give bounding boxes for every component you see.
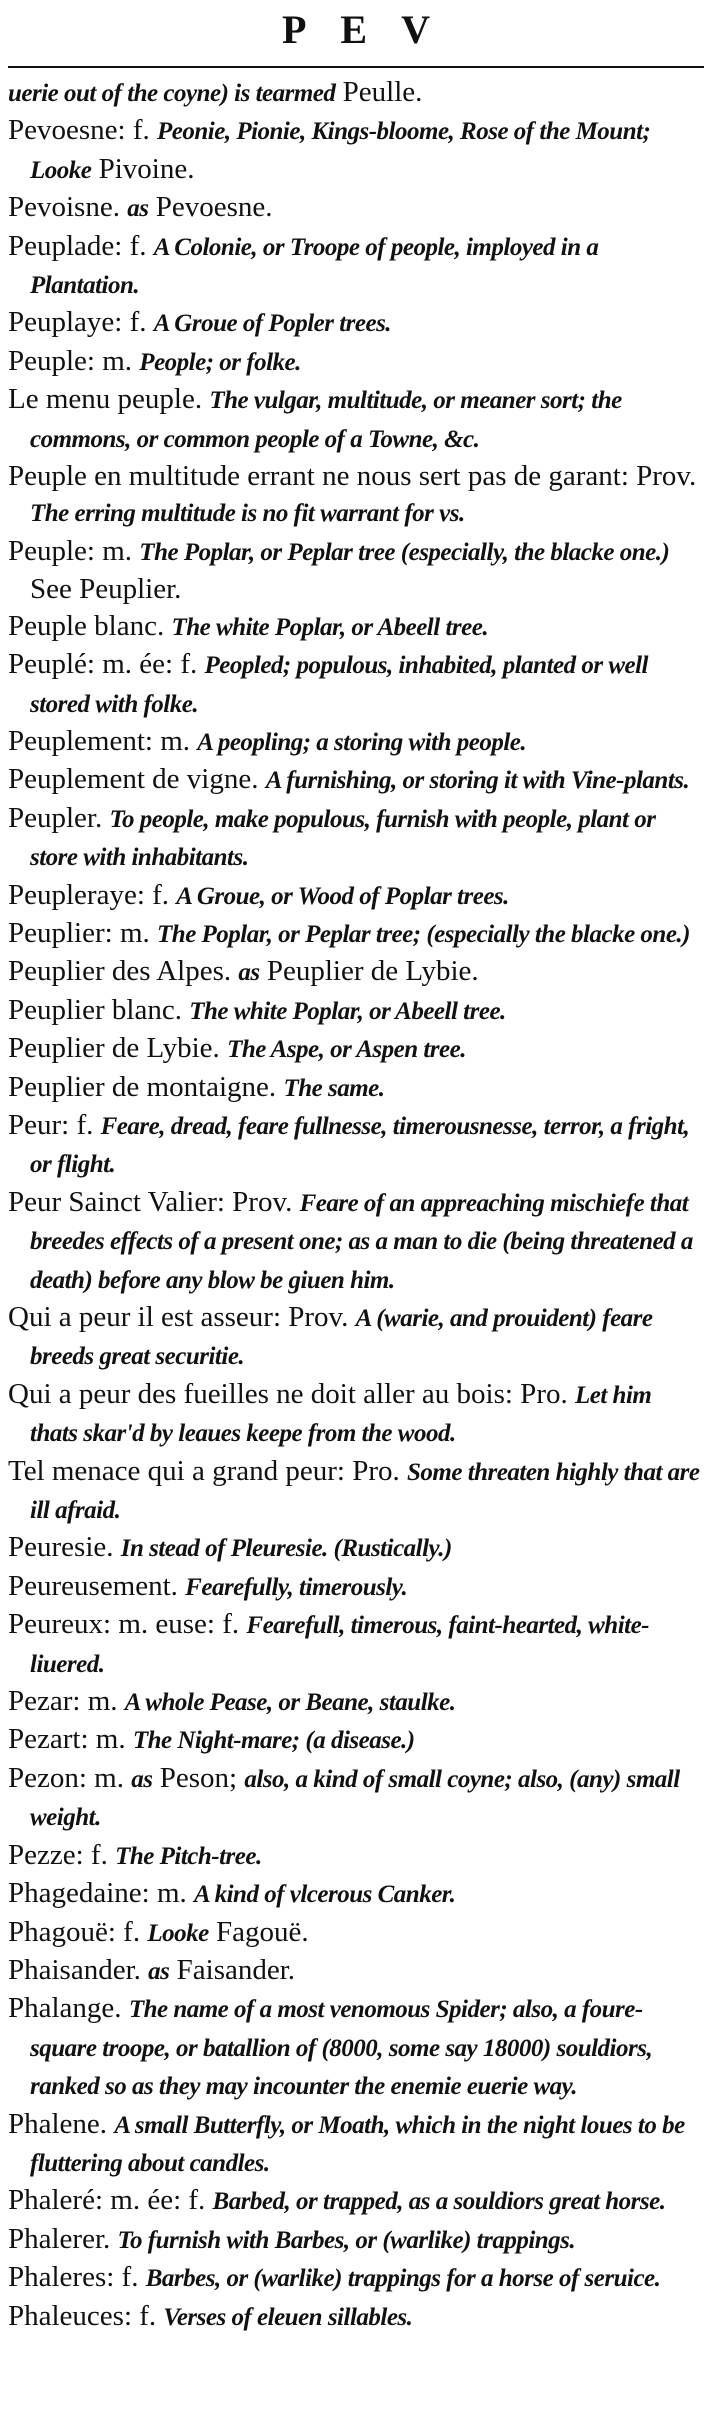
gloss: Peonie, Pionie, Kings-bloome, Rose of the Mount; Looke: [30, 118, 651, 184]
dictionary-entry: [8, 2106, 704, 2183]
gloss: To furnish with Barbes, or (warlike) trappings.: [117, 2226, 576, 2254]
gloss: as: [127, 195, 149, 223]
gloss: as: [238, 959, 260, 987]
headword: Pevoesne: f.: [8, 114, 157, 147]
dictionary-entry: [8, 1875, 704, 1913]
headword: Phagouë: f.: [8, 1915, 148, 1948]
gloss: The vulgar, multitude, or meaner sort; the commons, or common people of a Towne, &c.: [30, 387, 622, 453]
sub-entry: [8, 1299, 704, 1376]
gloss: A peopling; a storing with people.: [197, 728, 527, 756]
sub-entry: [8, 1453, 704, 1530]
gloss: The white Poplar, or Abeell tree.: [171, 613, 489, 641]
dictionary-entry: [8, 915, 704, 953]
sub-entry: [8, 458, 704, 533]
gloss: Verses of eleuen sillables.: [163, 2303, 413, 2331]
headword: Peuplement de vigne.: [8, 763, 266, 796]
gloss: The name of a most venomous Spider; also, a foure-square troope, or batallion of (8000, some say 18000) souldiors, ranked so as they may incounter the enemie euerie way.: [30, 1996, 653, 2101]
gloss: A Colonie, or Troope of people, imployed in a Plantation.: [30, 233, 599, 300]
gloss: A (warie, and prouident) feare breeds great securitie.: [30, 1305, 653, 1371]
headword: Peuple: m.: [8, 534, 140, 567]
gloss: The same.: [283, 1074, 385, 1102]
headword: Peuple: m.: [8, 344, 140, 377]
headword: Phaleré: m. ée: f.: [8, 2184, 213, 2217]
headword: Qui a peur des fueilles ne doit aller au bois: Pro.: [8, 1377, 575, 1410]
gloss: Fearefull, timerous, faint-hearted, white-liuered.: [30, 1612, 650, 1678]
gloss: A Groue of Popler trees.: [153, 310, 392, 338]
dictionary-entry: [8, 343, 704, 381]
dictionary-entry: [8, 112, 704, 189]
headword: Peureux: m. euse: f.: [8, 1608, 247, 1641]
sub-entry: [8, 953, 704, 991]
sub-entry: [8, 1184, 704, 1299]
dictionary-entry: [8, 877, 704, 915]
sub-entry: [8, 1376, 704, 1453]
dictionary-entry: [8, 1107, 704, 1184]
sub-entry: [8, 608, 704, 646]
dictionary-entry: [8, 533, 704, 608]
gloss: People; or folke.: [139, 348, 301, 376]
gloss: The Pitch-tree.: [115, 1842, 262, 1870]
headword: Peuple blanc.: [8, 609, 172, 642]
headword: Peureusement.: [8, 1569, 186, 1602]
dictionary-entry: [8, 2221, 704, 2259]
headword: Peuresie.: [8, 1531, 121, 1564]
headword: Peuplaye: f.: [8, 306, 154, 339]
gloss: Feare of an appreaching mischiefe that breedes effects of a present one; as a man to die (being threatened a death) before any blow be giuen him.: [30, 1189, 693, 1294]
gloss: The Poplar, or Peplar tree (especially, the blacke one.): [139, 538, 670, 566]
headword: Peuplier blanc.: [8, 993, 190, 1026]
headword: Pezon: m.: [8, 1761, 132, 1794]
dictionary-entry: [8, 723, 704, 761]
continued-entry: [8, 74, 704, 112]
gloss: Let him thats skar'd by leaues keepe from the wood.: [30, 1381, 652, 1448]
gloss: The Night-mare; (a disease.): [132, 1727, 415, 1755]
dictionary-entry: [8, 2298, 704, 2336]
gloss: A whole Pease, or Beane, staulke.: [124, 1689, 456, 1717]
headword: Peuplement: m.: [8, 724, 198, 757]
gloss: uerie out of the coyne) is tearmed: [8, 80, 336, 107]
dictionary-entry: [8, 1914, 704, 1952]
dictionary-entry: [8, 1952, 704, 1990]
headword: Tel menace qui a grand peur: Pro.: [8, 1454, 407, 1487]
dictionary-entry: [8, 1721, 704, 1759]
dictionary-entry: [8, 1837, 704, 1875]
gloss: Looke: [147, 1919, 209, 1947]
gloss: A kind of vlcerous Canker.: [194, 1881, 456, 1909]
sub-entry: [8, 761, 704, 799]
gloss: Peopled; populous, inhabited, planted or well stored with folke.: [30, 652, 649, 718]
gloss: To people, make populous, furnish with people, plant or store with inhabitants.: [30, 805, 656, 872]
dictionary-entry: [8, 1568, 704, 1606]
gloss: Barbed, or trapped, as a souldiors great horse.: [212, 2188, 666, 2216]
sub-entry: [8, 992, 704, 1030]
headword: Phaleuces: f.: [8, 2299, 164, 2332]
dictionary-entry: [8, 2182, 704, 2220]
gloss: The erring multitude is no fit warrant for vs.: [30, 500, 465, 528]
headword: Peur: f.: [8, 1108, 101, 1141]
headword: Peuplier de montaigne.: [8, 1070, 284, 1103]
dictionary-entry: [8, 228, 704, 305]
cross-reference: See Peuplier.: [30, 573, 182, 606]
headword: Peuplier des Alpes.: [8, 955, 239, 988]
headword: Peupleraye: f.: [8, 878, 177, 911]
sub-entry: [8, 381, 704, 458]
headword: Pezze: f.: [8, 1838, 116, 1871]
gloss: Feare, dread, feare fullnesse, timerousnesse, terror, a fright, or flight.: [30, 1112, 690, 1179]
gloss: The Poplar, or Peplar tree; (especially the blacke one.): [157, 920, 691, 948]
headword: Peuplade: f.: [8, 229, 154, 262]
gloss: A Groue, or Wood of Poplar trees.: [176, 882, 509, 910]
headword: Phalange.: [8, 1992, 129, 2025]
headword: Peuplé: m. ée: f.: [8, 648, 205, 681]
dictionary-entry: [8, 2259, 704, 2297]
headword: Peuplier: m.: [8, 916, 158, 949]
entry-list: [8, 74, 704, 2336]
headword: Qui a peur il est asseur: Prov.: [8, 1301, 356, 1333]
dictionary-entry: [8, 1990, 704, 2105]
gloss: In stead of Pleuresie. (Rustically.): [120, 1535, 452, 1563]
gloss: Barbes, or (warlike) trappings for a horse of seruice.: [145, 2265, 661, 2293]
cross-reference: Pivoine.: [91, 152, 195, 185]
gloss: The Aspe, or Aspen tree.: [227, 1036, 466, 1064]
page-header: PEV: [282, 7, 464, 52]
dictionary-entry: [8, 1760, 704, 1837]
gloss: as: [148, 1957, 170, 1985]
gloss: A furnishing, or storing it with Vine-plants.: [265, 767, 690, 795]
dictionary-entry: [8, 1683, 704, 1721]
headword: Phalerer.: [8, 2222, 118, 2255]
headword: Le menu peuple.: [8, 383, 210, 416]
cross-reference: Faisander.: [169, 1953, 296, 1986]
dictionary-entry: [8, 1606, 704, 1683]
gloss-continued: also, a kind of small coyne; also, (any) small weight.: [30, 1765, 680, 1832]
cross-reference: Peson;: [152, 1761, 245, 1794]
dictionary-entry: [8, 646, 704, 723]
headword: Pezar: m.: [8, 1685, 125, 1718]
dictionary-entry: [8, 800, 704, 877]
headword: Peupler.: [8, 801, 110, 834]
headword: Pevoisne.: [8, 191, 128, 224]
headword: Peuple en multitude errant ne nous sert pas de garant: Prov.: [8, 460, 697, 493]
dictionary-entry: [8, 304, 704, 342]
sub-entry: [8, 1069, 704, 1107]
header-rule: [8, 66, 704, 68]
headword: Peur Sainct Valier: Prov.: [8, 1185, 300, 1218]
gloss: The white Poplar, or Abeell tree.: [189, 997, 506, 1025]
cross-reference: Peuplier de Lybie.: [259, 955, 479, 988]
headword: Phagedaine: m.: [8, 1877, 195, 1910]
dictionary-entry: [8, 1529, 704, 1567]
gloss: Fearefully, timerously.: [185, 1573, 408, 1601]
headword: Peuplier de Lybie.: [8, 1032, 228, 1065]
dictionary-entry: [8, 189, 704, 227]
sub-entry: [8, 1030, 704, 1068]
headword: Phalene.: [8, 2107, 115, 2140]
gloss: A small Butterfly, or Moath, which in the night loues to be fluttering about candles.: [30, 2111, 685, 2177]
headword: Phaisander.: [8, 1953, 149, 1986]
headword: Pezart: m.: [8, 1723, 133, 1756]
gloss: Some threaten highly that are ill afraid.: [30, 1458, 700, 1525]
cross-reference: Fagouë.: [208, 1915, 309, 1948]
cross-reference: Pevoesne.: [148, 191, 273, 224]
cross-reference: Peulle.: [335, 76, 423, 108]
gloss: as: [131, 1765, 153, 1793]
headword: Phaleres: f.: [8, 2261, 146, 2294]
